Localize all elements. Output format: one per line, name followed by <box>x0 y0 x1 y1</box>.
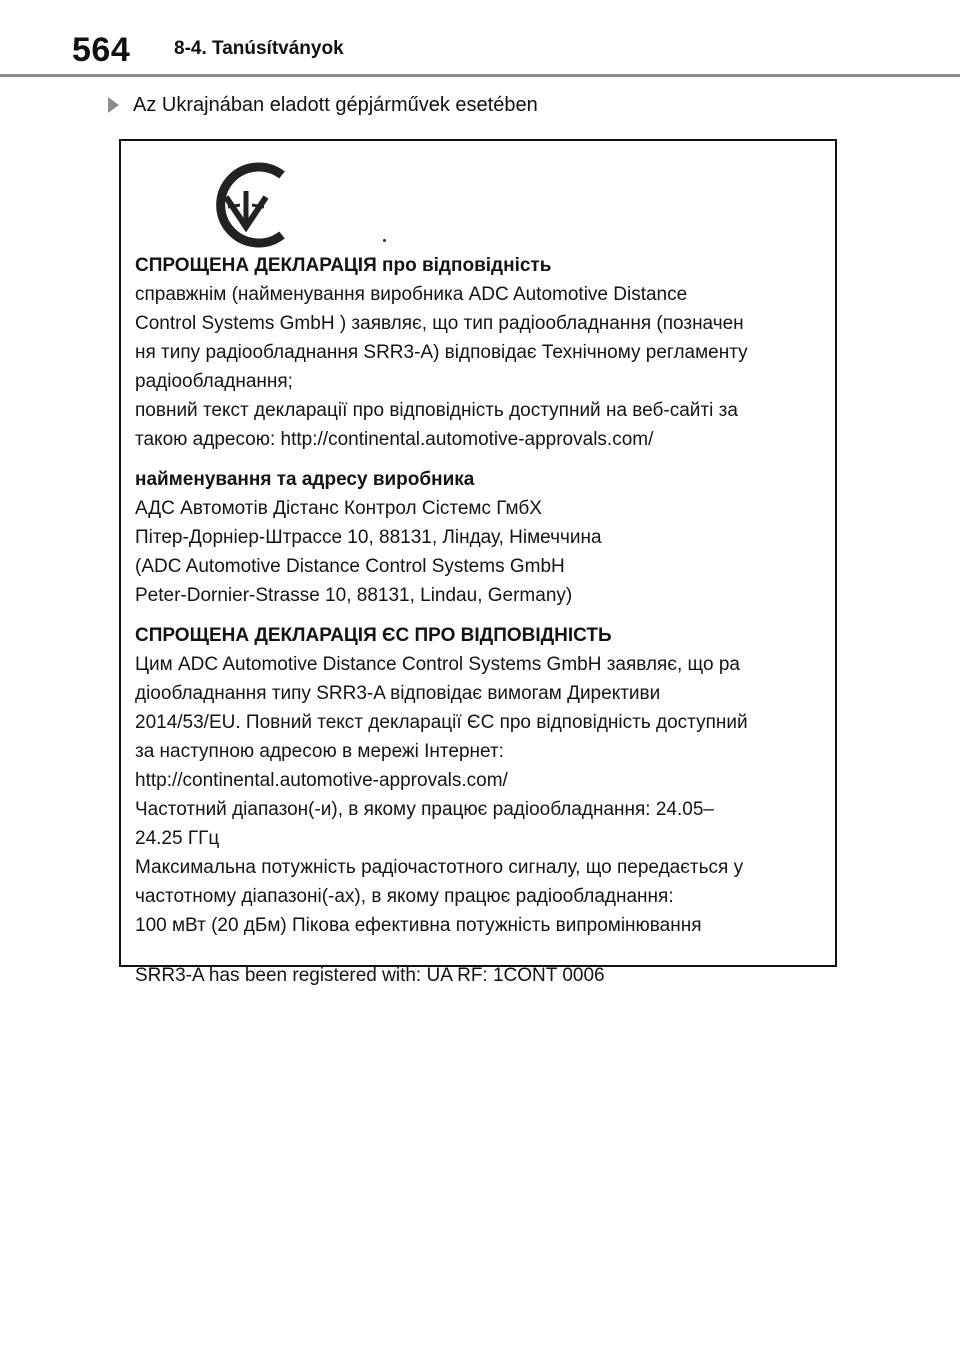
triangle-bullet-icon <box>108 97 119 113</box>
manufacturer-line: (ADC Automotive Distance Control Systems GmbH <box>135 556 565 577</box>
ukraine-conformity-mark-icon <box>204 161 296 249</box>
declaration-line: такою адресою: http://continental.automotive-approvals.com/ <box>135 429 654 450</box>
registration-line: SRR3-A has been registered with: UA RF: 1CONT 0006 <box>135 965 605 986</box>
section-title: 8-4. Tanúsítványok <box>174 38 344 59</box>
declaration-line: радіообладнання; <box>135 371 293 392</box>
manufacturer-line: Peter-Dornier-Strasse 10, 88131, Lindau, Germany) <box>135 585 573 606</box>
eu-declaration-heading: СПРОЩЕНА ДЕКЛАРАЦІЯ ЄС ПРО ВІДПОВІДНІСТЬ <box>135 625 612 646</box>
header-divider <box>0 74 960 77</box>
page-header <box>0 0 960 78</box>
intro-bullet-text: Az Ukrajnában eladott gépjárművek esetében <box>133 94 538 116</box>
eu-declaration-line: Цим ADC Automotive Distance Control Systems GmbH заявляє, що ра <box>135 654 740 675</box>
manufacturer-heading: найменування та адресу виробника <box>135 469 475 490</box>
certificate-box <box>119 139 837 986</box>
eu-declaration-line: 24.25 ГГц <box>135 828 220 849</box>
stray-dot <box>383 239 386 242</box>
eu-declaration-line: частотному діапазоні(-ах), в якому працює радіообладнання: <box>135 886 674 907</box>
manufacturer-line: АДС Автомотів Дістанс Контрол Сістемс ГмбХ <box>135 498 542 519</box>
eu-declaration-line: 100 мВт (20 дБм) Пікова ефективна потужність випромінювання <box>135 915 702 936</box>
declaration-line: повний текст декларації про відповідність доступний на веб-сайті за <box>135 400 738 421</box>
eu-declaration-line: Максимальна потужність радіочастотного сигналу, що передається у <box>135 857 744 878</box>
eu-declaration-line: 2014/53/EU. Повний текст декларації ЄС про відповідність доступний <box>135 712 748 733</box>
eu-declaration-line: http://continental.automotive-approvals.com/ <box>135 770 508 791</box>
eu-declaration-line: за наступною адресою в мережі Інтернет: <box>135 741 504 762</box>
intro-bullet <box>108 92 538 118</box>
eu-declaration-line: Частотний діапазон(-и), в якому працює радіообладнання: 24.05– <box>135 799 714 820</box>
declaration-line: справжнім (найменування виробника ADC Automotive Distance <box>135 284 688 305</box>
manufacturer-line: Пітер-Дорніер-Штрассе 10, 88131, Ліндау, Німеччина <box>135 527 602 548</box>
declaration-line: ня типу радіообладнання SRR3-A) відповідає Технічному регламенту <box>135 342 748 363</box>
certificate-text <box>135 251 835 990</box>
declaration-line: Control Systems GmbH ) заявляє, що тип радіообладнання (позначен <box>135 313 744 334</box>
page-number: 564 <box>72 31 131 69</box>
spacer <box>135 610 835 621</box>
eu-declaration-line: діообладнання типу SRR3-A відповідає вимогам Директиви <box>135 683 661 704</box>
spacer <box>135 940 835 961</box>
declaration-heading: СПРОЩЕНА ДЕКЛАРАЦІЯ про відповідність <box>135 255 552 276</box>
spacer <box>135 454 835 465</box>
